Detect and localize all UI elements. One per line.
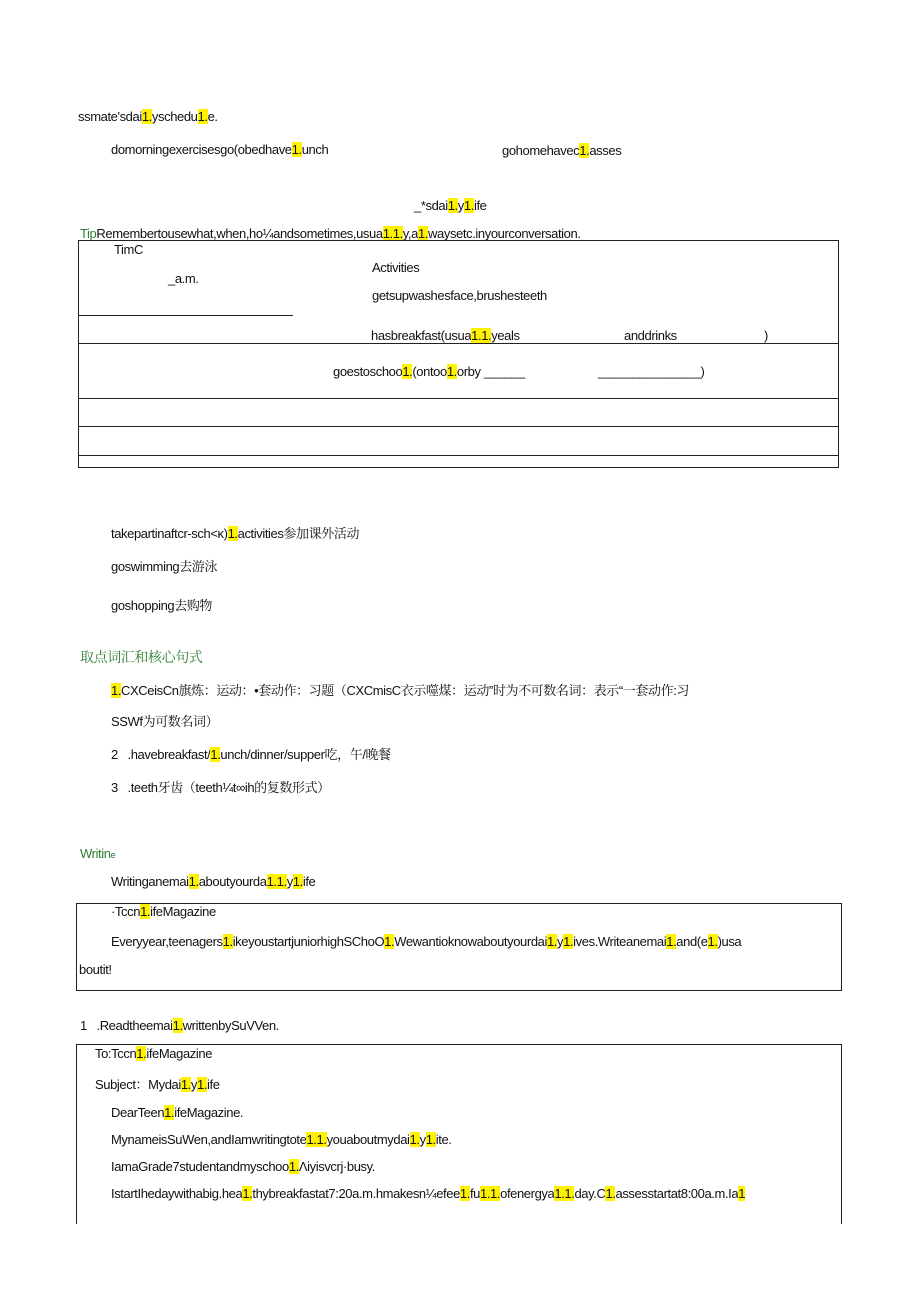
phrase-list-left: domorningexercisesgo(obedhave1.unch	[111, 142, 329, 157]
writing-prompt-line-1: Everyyear,teenagers1.ikeyoustartjuniorhighSChoO1.Wewantioknowaboutyourdai1.y1.ives.Writeanemai1.and(e1.)usa	[111, 934, 742, 949]
tip-label: Tip	[80, 226, 97, 241]
email-greeting: DearTeen1.ifeMagazine.	[111, 1105, 244, 1120]
vocab-line-3: 3 .teeth牙齿（teeth¼t∞ih的复数形式）	[111, 780, 330, 795]
email-line-1: MynameisSuWen,andIamwritingtote1.1.youaboutmydai1.y1.ite.	[111, 1132, 452, 1147]
email-to: To:Tccn1.ifeMagazine	[95, 1046, 213, 1061]
reading-instruction: 1 .Readtheemai1.writtenbySuVVen.	[80, 1018, 279, 1033]
worksheet-title: ssmate'sdai1.yschedu1.e.	[78, 109, 218, 124]
tip-line: TipRemembertousewhat,when,ho¼andsometimes,usua1.1.y,a1.waysetc.inyourconversation.	[80, 226, 581, 241]
table-row-3-blank: _______________)	[598, 364, 705, 379]
section-subtitle: _*sdai1.y1.ife	[414, 198, 487, 213]
vocab-heading: 取点词汇和核心句式	[80, 649, 203, 665]
vocab-line-2: 2 .havebreakfast/1.unch/dinner/supper吃，午/晚餐	[111, 747, 391, 762]
writing-heading: Writine	[80, 846, 116, 861]
vocab-line-1: 1.CXCeisCn旗炼：运动：•套动作：习题（CXCmisC衣示噬煤：运动”时为不可数名词：表示“一套动作:习	[111, 683, 690, 698]
email-line-2: IamaGrade7studentandmyschoo1.Λiyisvcrj·busy.	[111, 1159, 375, 1174]
table-divider-4	[78, 455, 839, 456]
table-header-activities: Activities	[372, 260, 420, 275]
table-row-1-activity: getsupwashesface,brushesteeth	[372, 288, 547, 303]
activity-item-3: goshopping去购物	[111, 598, 213, 613]
vocab-line-1-cont: SSWf为可数名词）	[111, 714, 219, 729]
activity-item-1: takepartinaftcr-sch<κ)1.activities参加课外活动	[111, 526, 360, 541]
writing-prompt-line-2: boutit!	[79, 962, 112, 977]
table-row-3-activity: goestoschoo1.(ontoo1.orby ______	[333, 364, 525, 379]
table-row-2-drinks: anddrinks	[624, 328, 677, 343]
phrase-list-right: gohomehavec1.asses	[502, 143, 622, 158]
writing-prompt-title: ·Tccn1.ifeMagazine	[111, 904, 216, 919]
table-row-2-close: )	[764, 328, 768, 343]
table-row-2-activity: hasbreakfast(usua1.1.yeals	[371, 328, 520, 343]
table-time-value: _a.m.	[168, 271, 199, 286]
activity-item-2: goswimming去游泳	[111, 559, 218, 574]
table-divider-3	[78, 426, 839, 427]
email-subject: Subject：Mydai1.y1.ife	[95, 1077, 220, 1092]
table-divider-time	[78, 315, 293, 316]
writing-task: Writinganemai1.aboutyourda1.1.y1.ife	[111, 874, 316, 889]
table-header-time: TimC	[114, 242, 143, 257]
table-divider-2	[78, 398, 839, 399]
email-line-3: IstartIhedaywithabig.hea1.thybreakfastat7:20a.m.hmakesn¼efee1.fu1.1.ofenergya1.1.day.C1.assesstartat8:00a.m.Ia1	[111, 1186, 746, 1201]
